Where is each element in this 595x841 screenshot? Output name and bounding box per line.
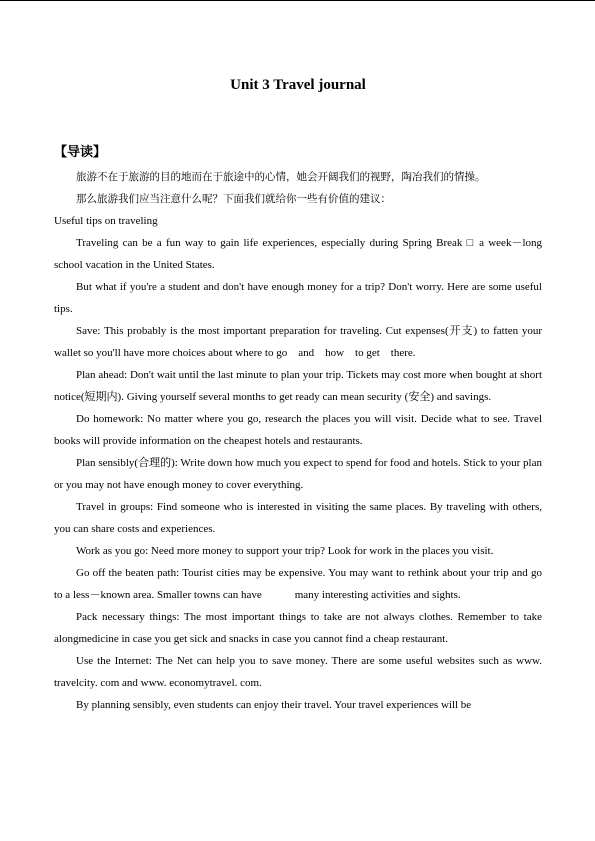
paragraph-6: Plan sensibly(合理的): Write down how much you expect to spend for food and hotels. Stick to your plan or you may not have enough money to cover everything. — [54, 457, 542, 491]
section-heading: 【导读】 — [54, 145, 107, 160]
paragraph-9: Go off the beaten path: Tourist cities may be expensive. You may want to rethink about your trip and go to a less－known area. Smaller towns can have many interesting activities and sights. — [54, 567, 545, 601]
paragraph-12: By planning sensibly, even students can enjoy their travel. Your travel experiences will be — [76, 699, 472, 711]
top-rule — [0, 0, 595, 1]
document-body — [54, 166, 545, 716]
paragraph-5: Do homework: No matter where you go, research the places you will visit. Decide what to see. Travel books will provide information on the cheapest hotels and restaurants. — [54, 413, 542, 447]
intro-paragraph-2: 那么旅游我们应当注意什么呢？下面我们就给你一些有价值的建议： — [76, 193, 391, 205]
subheading: Useful tips on traveling — [54, 215, 158, 227]
paragraph-2: But what if you're a student and don't have enough money for a trip? Don't worry. Here are some useful tips. — [54, 281, 542, 315]
paragraph-7: Travel in groups: Find someone who is interested in visiting the same places. By traveling with others, you can share costs and experiences. — [54, 501, 542, 535]
paragraph-8: Work as you go: Need more money to support your trip? Look for work in the places you visit. — [76, 545, 494, 557]
paragraph-11: Use the Internet: The Net can help you to save money. There are some useful websites such as www. travelcity. com and www. economytravel. com. — [54, 655, 542, 689]
paragraph-3: Save: This probably is the most important preparation for traveling. Cut expenses(开支) to fatten your wallet so you'll have more choices about where to go and how to get there. — [54, 325, 545, 359]
paragraph-1: Traveling can be a fun way to gain life experiences, especially during Spring Break □ a week－long school vacation in the United States. — [54, 237, 542, 271]
document-title: Unit 3 Travel journal — [230, 77, 366, 93]
document-page — [54, 76, 545, 716]
intro-paragraph-1: 旅游不在于旅游的目的地而在于旅途中的心情，她会开阔我们的视野，陶冶我们的情操。 — [76, 171, 486, 183]
paragraph-10: Pack necessary things: The most important things to take are not always clothes. Remember to take alongmedicine in case you get sick and snacks in case you cannot find a cheap restaurant. — [54, 611, 542, 645]
paragraph-4: Plan ahead: Don't wait until the last minute to plan your trip. Tickets may cost more when bought at short notice(短期内). Giving yourself several months to get ready can mean security (安全) and savings. — [54, 369, 542, 403]
